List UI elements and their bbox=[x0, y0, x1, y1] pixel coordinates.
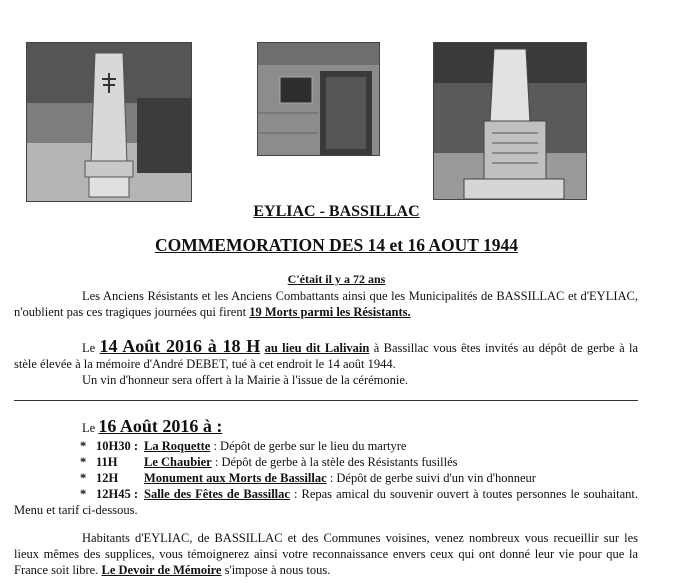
intro-text: Les Anciens Résistants et les Anciens Combattants ainsi que les Municipalités de BASSILLAC et d'EYLIAC, n'oublient pas ces tragiques journées qui firent bbox=[14, 289, 638, 319]
event-place: La Roquette bbox=[144, 439, 211, 453]
divider bbox=[14, 400, 638, 401]
aug14-date: 14 Août 2016 à 18 H bbox=[99, 336, 261, 356]
event-desc: : Dépôt de gerbe à la stèle des Résistants fusillés bbox=[214, 455, 458, 469]
event-place: Salle des Fêtes de Bassillac bbox=[144, 487, 290, 501]
closing-highlight: Le Devoir de Mémoire bbox=[101, 563, 222, 577]
aug14-le: Le bbox=[82, 341, 96, 355]
event-time: 10H30 : bbox=[96, 439, 139, 453]
intro-highlight: 19 Morts parmi les Résistants. bbox=[249, 305, 411, 319]
event-row bbox=[14, 454, 638, 470]
event-desc: : Repas amical du souvenir ouvert à toutes personnes le souhaitant. Menu et tarif ci-dessous. bbox=[14, 487, 638, 517]
event-star: * bbox=[80, 471, 87, 485]
intro-paragraph bbox=[14, 288, 638, 320]
intro-heading: C'était il y a 72 ans bbox=[287, 272, 386, 286]
event-desc: : Dépôt de gerbe suivi d'un vin d'honneur bbox=[329, 471, 536, 485]
photo-stele-lalivain bbox=[26, 42, 192, 202]
event-time: 11H bbox=[96, 455, 118, 469]
closing-paragraph bbox=[14, 530, 638, 578]
aug14-paragraph bbox=[14, 338, 638, 372]
aug16-events bbox=[14, 438, 638, 518]
event-row bbox=[14, 470, 638, 486]
closing-text-after: s'impose à nous tous. bbox=[224, 563, 331, 577]
page-subtitle: COMMEMORATION DES 14 et 16 AOUT 1944 bbox=[155, 235, 518, 255]
event-time: 12H bbox=[96, 471, 119, 485]
event-place: Monument aux Morts de Bassillac bbox=[144, 471, 327, 485]
aug16-heading bbox=[14, 418, 638, 436]
closing-text: Habitants d'EYLIAC, de BASSILLAC et des Communes voisines, venez nombreux vous recueillir sur les lieux mêmes des supplices, vous témoignerez ainsi votre reconnaissance envers ceux qui ont donné leur vie pour que la France soit libre. bbox=[14, 531, 638, 577]
event-star: * bbox=[80, 455, 87, 469]
event-place: Le Chaubier bbox=[144, 455, 212, 469]
photo-plaque-chaubier bbox=[257, 42, 380, 156]
event-desc: : Dépôt de gerbe sur le lieu du martyre bbox=[213, 439, 407, 453]
event-star: * bbox=[80, 487, 87, 501]
aug14-text2: Un vin d'honneur sera offert à la Mairie à l'issue de la cérémonie. bbox=[82, 373, 409, 387]
photo-monument-aux-morts bbox=[433, 42, 587, 200]
aug16-date: 16 Août 2016 à : bbox=[98, 416, 223, 436]
page-title: EYLIAC - BASSILLAC bbox=[253, 203, 420, 220]
aug14-text: à Bassillac vous êtes invités au dépôt de gerbe à la stèle élevée à la mémoire d'André DEBET, tué à cet endroit le 14 août 1944. bbox=[14, 341, 639, 371]
event-time: 12H45 : bbox=[96, 487, 139, 501]
event-star: * bbox=[80, 439, 87, 453]
aug14-place: au lieu dit Lalivain bbox=[264, 341, 370, 355]
event-row bbox=[14, 486, 638, 518]
aug16-le: Le bbox=[82, 421, 96, 435]
event-row bbox=[14, 438, 638, 454]
